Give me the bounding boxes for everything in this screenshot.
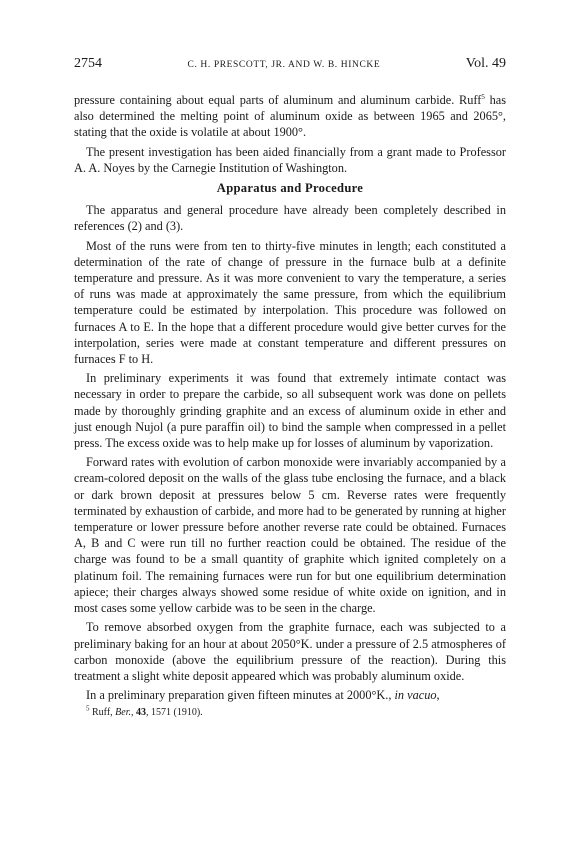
footnote-marker: 5 [86,704,90,713]
journal-page [74,56,506,719]
page-header [74,56,506,78]
footnote-author: Ruff, [89,707,116,719]
footnote-rest: , 1571 (1910). [146,707,203,719]
body-text [74,92,506,703]
footnote: $^5$ Ruff, Ber., 43, 1571 (1910). [86,704,203,719]
volume-label: Vol. 49 [465,56,506,71]
paragraph: The apparatus and general procedure have already been completely described in references (2) and (3). [74,203,506,234]
page-number: 2754 [74,56,102,71]
running-head: C. H. PRESCOTT, JR. AND W. B. HINCKE [187,60,381,70]
paragraph-text: pressure containing about equal parts of aluminum and aluminum carbide. Ruff [74,93,482,107]
footnote-volume: 43 [136,707,146,719]
paragraph-final [74,687,506,703]
paragraph-continued [74,92,506,141]
paragraph: In preliminary experiments it was found that extremely intimate contact was necessary in order to prepare the carbide, so all subsequent work was done on pellets made by thoroughly grinding graphite and an excess of aluminum oxide in ether and just enough Nujol (a pure paraffin oil) to bind the sample when compressed in a pellet press. The excess oxide was to help make up for losses of aluminum by vaporization. [74,371,506,451]
paragraph: The present investigation has been aided financially from a grant made to Professor A. A. Noyes by the Carnegie Institution of Washington. [74,144,506,175]
paragraph: To remove absorbed oxygen from the graphite furnace, each was subjected to a preliminary baking for an hour at about 2050°K. under a pressure of 2.5 atmospheres of carbon monoxide (above the equilibrium pressure of the reaction). During this treatment a slight white deposit appeared which was probably aluminum oxide. [74,620,506,683]
paragraph-text: has also determined the melting point of aluminum oxide as between 1965 and 2065°, stating that the oxide is volatile at about 1900°. [74,93,507,140]
italic-text: in vacuo, [394,688,440,703]
footnote-ref: 5 [481,92,485,101]
footnote-journal: Ber. [115,707,131,719]
paragraph: Most of the runs were from ten to thirty-five minutes in length; each constituted a determination of the rate of change of pressure in the furnace bulb at a definite temperature and pressure. As it was more convenient to vary the temperature, a series of runs was made at approximately the same pressure, from which the equilibrium temperature could be estimated by interpolation. This procedure was followed on furnaces A to E. In the hope that a different procedure would give better curves for the interpolation, series were made at constant temperature and different pressures on furnaces F to H. [74,238,506,367]
paragraph-text: In a preliminary preparation given fifteen minutes at 2000°K., [86,688,395,703]
section-heading: Apparatus and Procedure [216,181,364,196]
paragraph: Forward rates with evolution of carbon monoxide were invariably accompanied by a cream-colored deposit on the walls of the glass tube enclosing the furnace, and a black or dark brown deposit at pressures below 5 cm. Reverse rates were frequently terminated by exhaustion of carbide, and more had to be generated by running at higher temperature or lower pressure before another reverse rate could be obtained. Furnaces A, B and C were run till no further reaction could be obtained. The residue of the charge was found to be a small quantity of graphite which ignited completely on a platinum foil. The remaining furnaces were run for but one equilibrium determination apiece; their charges always showed some residue of white oxide on ignition, and in most cases some yellow carbide was to be seen in the charge. [74,455,506,616]
